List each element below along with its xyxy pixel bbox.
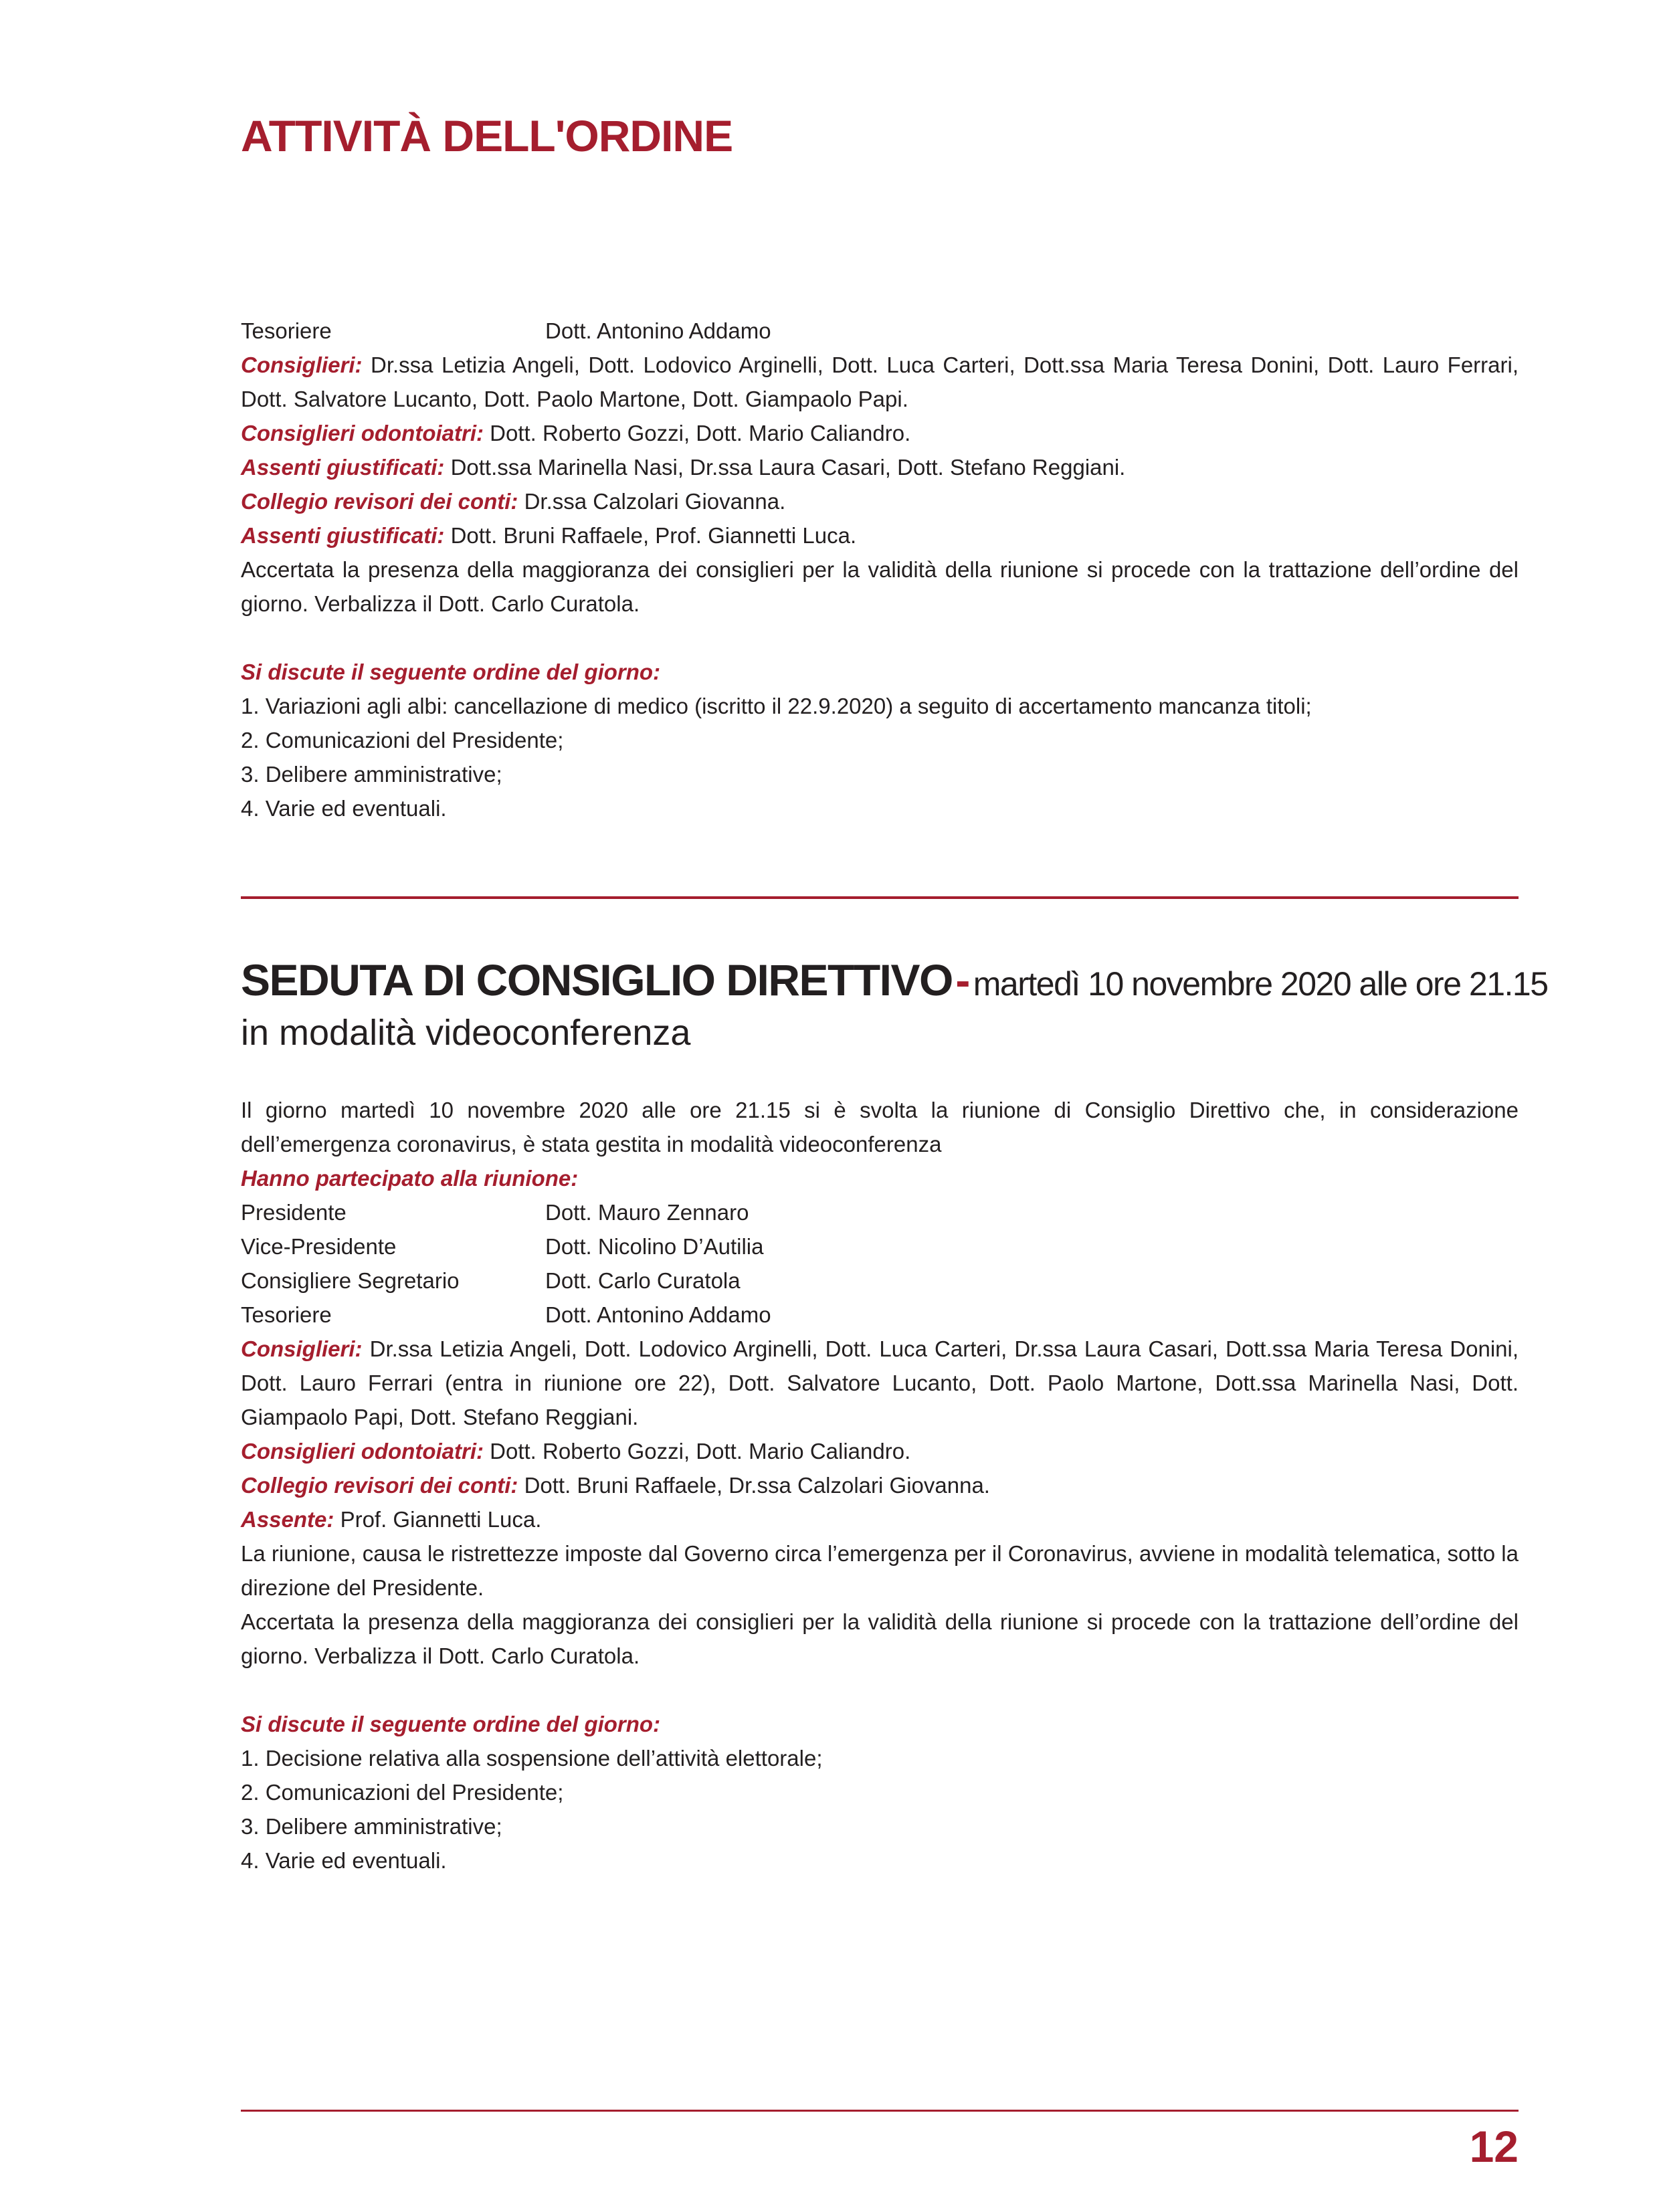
assenti-text: Dott.ssa Marinella Nasi, Dr.ssa Laura Casari, Dott. Stefano Reggiani. [450,455,1126,480]
accertata-paragraph: Accertata la presenza della maggioranza dei consiglieri per la validità della riunione si procede con la trattazione dell’ordine del giorno. Verbalizza il Dott. Carlo Curatola. [241,557,1519,616]
spacer [241,621,1519,655]
role-label: Consigliere Segretario [241,1268,460,1293]
role-label: Vice-Presidente [241,1234,397,1259]
assente-paragraph [241,1502,1519,1536]
role-label: Tesoriere [241,1302,332,1327]
odontoiatri-text: Dott. Roberto Gozzi, Dott. Mario Caliandro. [490,1439,911,1464]
spacer [241,1673,1519,1707]
role-name: Dott. Antonino Addamo [545,318,771,343]
odontoiatri-paragraph [241,416,1519,450]
consiglieri-text: Dr.ssa Letizia Angeli, Dott. Lodovico Arginelli, Dott. Luca Carteri, Dott.ssa Maria Teresa Donini, Dott. Lauro Ferrari, Dott. Salvatore Lucanto, Dott. Paolo Martone, Dott. Giampaolo Papi. [241,353,1519,411]
agenda-label: Si discute il seguente ordine del giorno: [241,1712,661,1736]
revisori-paragraph [241,1468,1519,1502]
section-subtitle: in modalità videoconferenza [241,1013,691,1053]
assenti2-label: Assenti giustificati: [241,523,445,548]
revisori-label: Collegio revisori dei conti: [241,489,518,514]
assente-text: Prof. Giannetti Luca. [340,1507,542,1532]
agenda-item: 2. Comunicazioni del Presidente; [241,728,564,752]
section-title-date: martedì 10 novembre 2020 alle ore 21.15 [973,965,1548,1003]
consiglieri-label: Consiglieri: [241,1336,363,1361]
agenda-item: 4. Varie ed eventuali. [241,1848,447,1873]
odontoiatri-label: Consiglieri odontoiatri: [241,421,484,445]
partecipanti-label: Hanno partecipato alla riunione: [241,1166,579,1191]
assenti2-text: Dott. Bruni Raffaele, Prof. Giannetti Luca. [450,523,857,548]
intro-paragraph: Il giorno martedì 10 novembre 2020 alle ore 21.15 si è svolta la riunione di Consiglio Direttivo che, in considerazione dell’emergenza coronavirus, è stata gestita in modalità videoconferenza [241,1098,1519,1157]
consiglieri-text: Dr.ssa Letizia Angeli, Dott. Lodovico Arginelli, Dott. Luca Carteri, Dr.ssa Laura Casari, Dott.ssa Maria Teresa Donini, Dott. Lauro Ferrari (entra in riunione ore 22), Dott. Salvatore Lucanto, Dott. Paolo Martone, Dott.ssa Marinella Nasi, Dott. Giampaolo Papi, Dott. Stefano Reggiani. [241,1336,1519,1429]
role-name: Dott. Carlo Curatola [545,1268,741,1293]
treasurer-row [241,314,1519,348]
odontoiatri-paragraph [241,1434,1519,1468]
accertata-paragraph: Accertata la presenza della maggioranza dei consiglieri per la validità della riunione si procede con la trattazione dell’ordine del giorno. Verbalizza il Dott. Carlo Curatola. [241,1609,1519,1668]
role-name: Dott. Antonino Addamo [545,1302,771,1327]
revisori-label: Collegio revisori dei conti: [241,1473,518,1498]
role-name: Dott. Nicolino D’Autilia [545,1234,764,1259]
agenda-label: Si discute il seguente ordine del giorno: [241,660,661,684]
assenti-label: Assenti giustificati: [241,455,445,480]
odontoiatri-label: Consiglieri odontoiatri: [241,1439,484,1464]
role-row [241,1264,1519,1298]
section-divider [241,896,1519,899]
consiglieri-paragraph [241,1332,1519,1434]
session-1-minutes [241,314,1519,825]
agenda-item: 1. Decisione relativa alla sospensione dell’attività elettorale; [241,1746,823,1771]
role-row [241,1195,1519,1229]
assenti-paragraph [241,450,1519,484]
agenda-item: 4. Varie ed eventuali. [241,796,447,821]
agenda-item: 3. Delibere amministrative; [241,1814,502,1839]
page-number: 12 [1469,2122,1519,2171]
revisori-paragraph [241,484,1519,518]
agenda-item: 1. Variazioni agli albi: cancellazione di medico (iscritto il 22.9.2020) a seguito di accertamento mancanza titoli; [241,694,1312,718]
role-label: Tesoriere [241,318,332,343]
page-header-title: ATTIVITÀ DELL'ORDINE [241,111,733,161]
role-row [241,1298,1519,1332]
role-name: Dott. Mauro Zennaro [545,1200,749,1225]
section-title-dash: - [955,955,971,1005]
agenda-item: 2. Comunicazioni del Presidente; [241,1780,564,1805]
section-title [241,955,1548,1005]
riunione-paragraph: La riunione, causa le ristrettezze imposte dal Governo circa l’emergenza per il Coronavirus, avviene in modalità telematica, sotto la direzione del Presidente. [241,1541,1519,1600]
consiglieri-label: Consiglieri: [241,353,363,377]
section-title-main: SEDUTA DI CONSIGLIO DIRETTIVO [241,955,953,1005]
revisori-text: Dott. Bruni Raffaele, Dr.ssa Calzolari Giovanna. [524,1473,990,1498]
assenti2-paragraph [241,518,1519,552]
revisori-text: Dr.ssa Calzolari Giovanna. [524,489,786,514]
odontoiatri-text: Dott. Roberto Gozzi, Dott. Mario Caliandro. [490,421,911,445]
assente-label: Assente: [241,1507,334,1532]
role-label: Presidente [241,1200,347,1225]
agenda-item: 3. Delibere amministrative; [241,762,502,787]
role-row [241,1229,1519,1264]
footer-divider [241,2110,1519,2112]
consiglieri-paragraph [241,348,1519,416]
session-2-minutes [241,1093,1519,1878]
